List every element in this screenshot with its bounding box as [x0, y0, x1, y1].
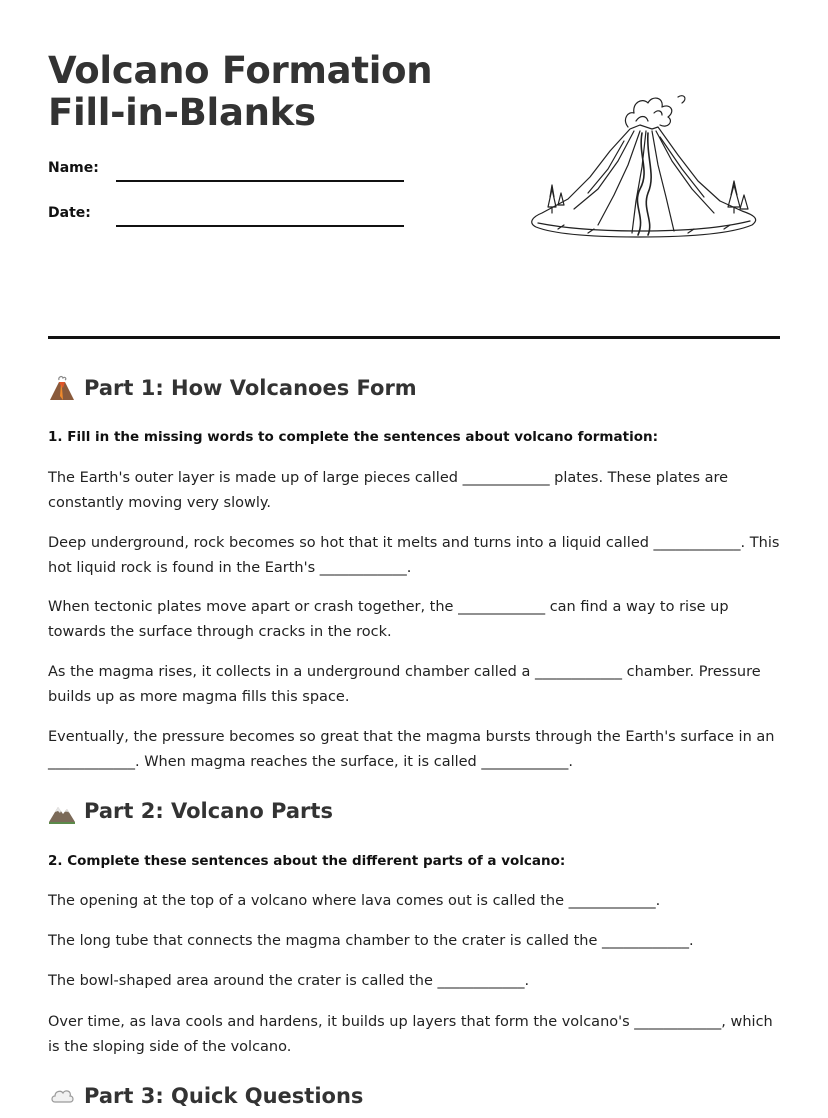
part2-instruction: 2. Complete these sentences about the different parts of a volcano: — [48, 853, 566, 869]
part2-paragraph: The bowl-shaped area around the crater is called the ____________. — [48, 973, 530, 989]
part2-title: Part 2: Volcano Parts — [84, 799, 333, 823]
part1-paragraph: Deep underground, rock becomes so hot that it melts and turns into a liquid called ____________. This hot liquid rock is found in the Earth's ____________. — [48, 535, 780, 576]
part1-instruction: 1. Fill in the missing words to complete the sentences about volcano formation: — [48, 429, 658, 445]
part2-heading — [48, 797, 333, 825]
volcano-illustration — [528, 85, 760, 245]
part1-paragraph: Eventually, the pressure becomes so great that the magma bursts through the Earth's surface in an ____________. When magma reaches the surface, it is called ____________. — [48, 729, 775, 770]
divider — [48, 336, 780, 339]
part2-paragraph: The long tube that connects the magma chamber to the crater is called the ____________. — [48, 933, 694, 949]
page-title: Volcano Formation Fill-in-Blanks — [48, 49, 433, 134]
part1-heading — [48, 374, 417, 402]
date-field — [48, 205, 408, 229]
part2-paragraph: Over time, as lava cools and hardens, it builds up layers that form the volcano's ____________, which is the sloping side of the volcano. — [48, 1014, 773, 1055]
mountain-icon — [48, 797, 76, 825]
part1-paragraph: The Earth's outer layer is made up of large pieces called ____________ plates. These plates are constantly moving very slowly. — [48, 470, 729, 511]
date-label: Date: — [48, 205, 91, 221]
volcano-icon — [48, 374, 76, 402]
name-label: Name: — [48, 160, 99, 176]
cloud-icon — [48, 1082, 76, 1110]
part3-heading — [48, 1082, 363, 1110]
part1-title: Part 1: How Volcanoes Form — [84, 376, 417, 400]
part1-paragraph: When tectonic plates move apart or crash together, the ____________ can find a way to rise up towards the surface through cracks in the rock. — [48, 599, 729, 640]
part3-title: Part 3: Quick Questions — [84, 1084, 364, 1108]
name-blank-line — [116, 180, 404, 182]
part1-paragraph: As the magma rises, it collects in a underground chamber called a ____________ chamber. Pressure builds up as more magma fills this space. — [48, 664, 761, 705]
name-field — [48, 160, 408, 184]
date-blank-line — [116, 225, 404, 227]
part2-paragraph: The opening at the top of a volcano where lava comes out is called the ____________. — [48, 893, 661, 909]
